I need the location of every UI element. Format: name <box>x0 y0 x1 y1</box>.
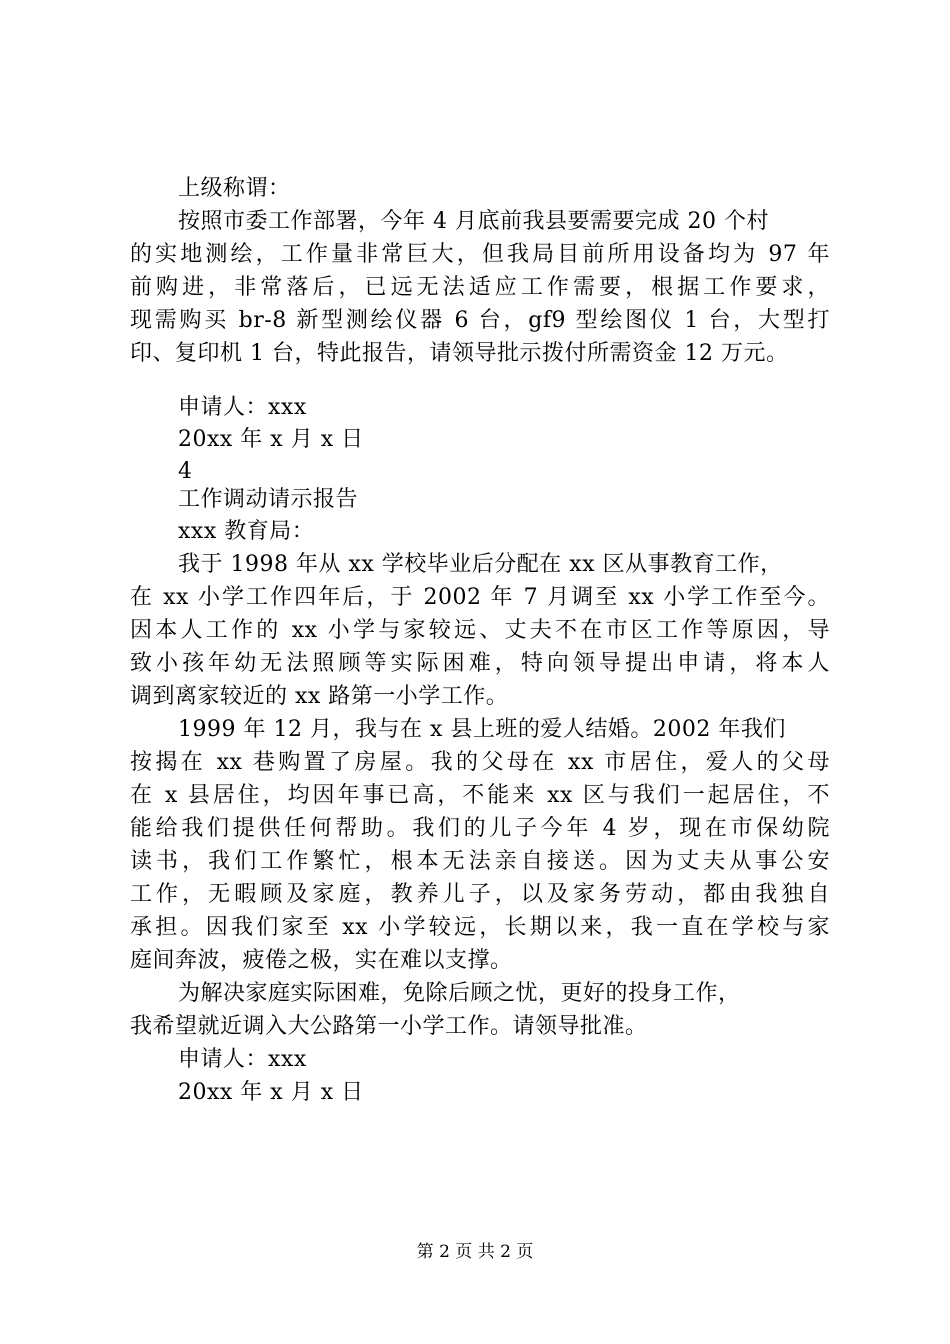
report-1-paragraph-line: 的实地测绘，工作量非常巨大，但我局目前所用设备均为 97 年 <box>130 242 830 267</box>
report-2-paragraph-line: 我希望就近调入大公路第一小学工作。请领导批准。 <box>130 1014 648 1039</box>
report-2-paragraph-line: 工作，无暇顾及家庭，教养儿子，以及家务劳动，都由我独自 <box>130 882 830 907</box>
salutation-1: 上级称谓： <box>178 176 291 201</box>
report-2-paragraph-line: 调到离家较近的 xx 路第一小学工作。 <box>130 684 509 709</box>
date-1: 20xx 年 x 月 x 日 <box>178 427 364 452</box>
report-2-paragraph-line: 在 xx 小学工作四年后，于 2002 年 7 月调至 xx 小学工作至今。 <box>130 585 830 610</box>
report-2-paragraph-line: 庭间奔波，疲倦之极，实在难以支撑。 <box>130 948 513 973</box>
report-2-paragraph-line: 承担。因我们家至 xx 小学较远，长期以来，我一直在学校与家 <box>130 915 830 940</box>
report-2-paragraph-line: 在 x 县居住，均因年事已高，不能来 xx 区与我们一起居住，不 <box>130 783 830 808</box>
report-2-paragraph-line: 能给我们提供任何帮助。我们的儿子今年 4 岁，现在市保幼院 <box>130 816 830 841</box>
applicant-1: 申请人：xxx <box>178 395 307 420</box>
report-2-paragraph-line: 为解决家庭实际困难，免除后顾之忧，更好的投身工作， <box>178 981 741 1006</box>
report-2-paragraph-line: 因本人工作的 xx 小学与家较远、丈夫不在市区工作等原因，导 <box>130 618 830 643</box>
report-2-paragraph-line: 致小孩年幼无法照顾等实际困难，特向领导提出申请，将本人 <box>130 651 830 676</box>
report-2-title: 工作调动请示报告 <box>178 487 359 512</box>
applicant-2: 申请人：xxx <box>178 1047 307 1072</box>
salutation-2: xxx 教育局： <box>178 519 315 544</box>
report-1-paragraph-line: 前购进，非常落后，已远无法适应工作需要，根据工作要求， <box>130 275 830 300</box>
report-2-paragraph-line: 1999 年 12 月，我与在 x 县上班的爱人结婚。2002 年我们 <box>178 717 786 742</box>
report-2-paragraph-line: 读书，我们工作繁忙，根本无法亲自接送。因为丈夫从事公安 <box>130 849 830 874</box>
report-2-paragraph-line: 我于 1998 年从 xx 学校毕业后分配在 xx 区从事教育工作， <box>178 552 783 577</box>
report-1-paragraph-line: 印、复印机 1 台，特此报告，请领导批示拨付所需资金 12 万元。 <box>130 341 789 366</box>
report-2-paragraph-line: 按揭在 xx 巷购置了房屋。我的父母在 xx 市居住，爱人的父母 <box>130 750 830 775</box>
page-footer: 第 2 页 共 2 页 <box>416 1242 534 1262</box>
section-number: 4 <box>178 459 193 484</box>
report-1-paragraph-line: 现需购买 br-8 新型测绘仪器 6 台，gf9 型绘图仪 1 台，大型打 <box>130 308 830 333</box>
report-1-paragraph-line: 按照市委工作部署，今年 4 月底前我县要需要完成 20 个村 <box>178 209 769 234</box>
date-2: 20xx 年 x 月 x 日 <box>178 1080 364 1105</box>
